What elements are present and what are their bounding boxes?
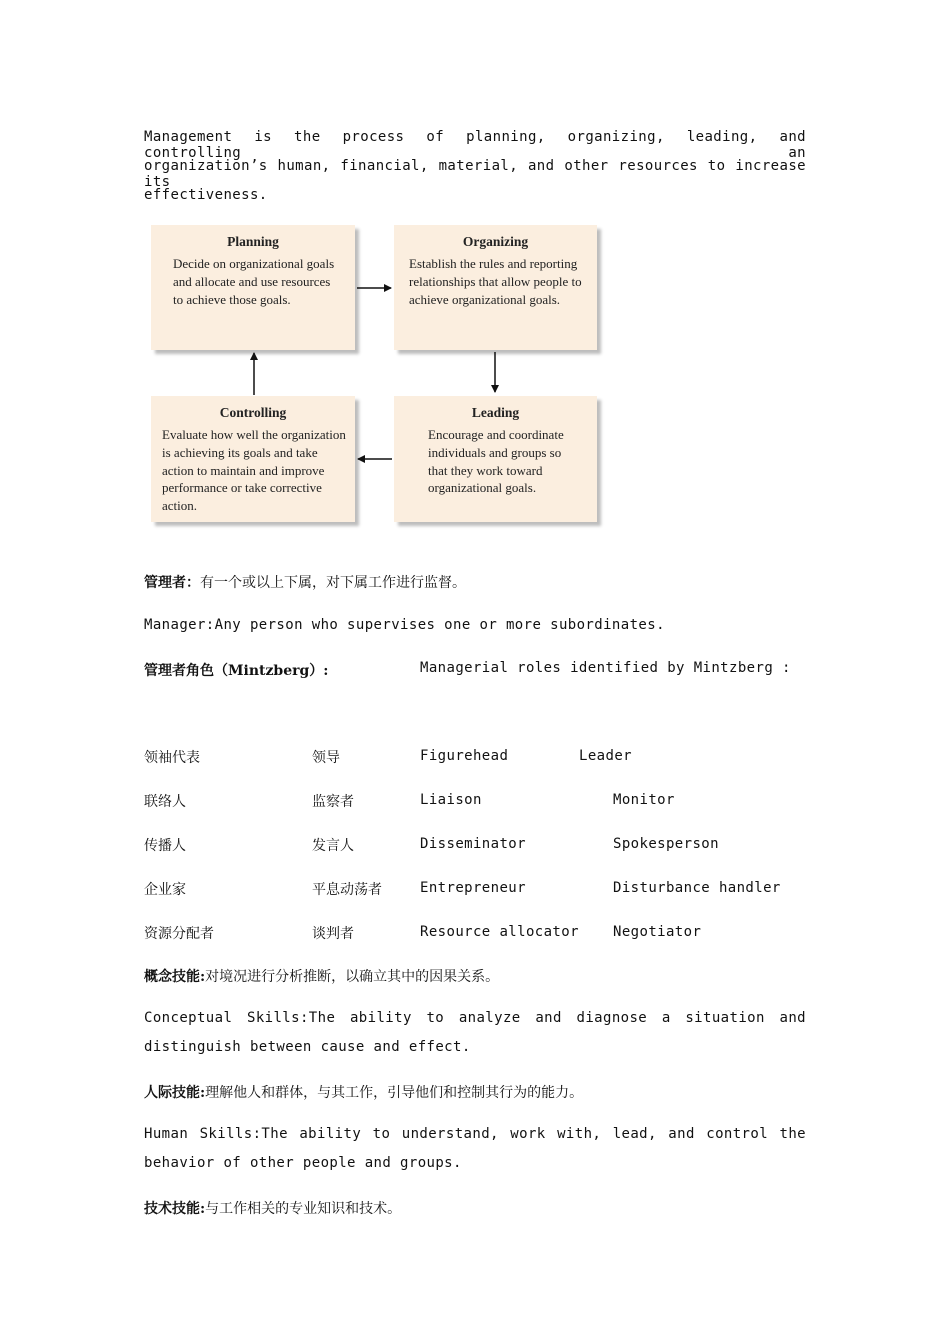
role-en-1: Figurehead bbox=[420, 748, 509, 764]
controlling-text: Evaluate how well the organization bbox=[162, 427, 346, 442]
controlling-title: Controlling bbox=[219, 405, 287, 420]
role-en-1: Resource allocator bbox=[420, 924, 579, 940]
leading-text: individuals and groups so bbox=[428, 444, 562, 460]
planning-text: and allocate and use resources bbox=[173, 273, 331, 289]
organizing-text: achieve organizational goals. bbox=[409, 291, 561, 307]
role-cn-1: 联络人 bbox=[144, 794, 186, 810]
technical-skills-cn bbox=[144, 1198, 401, 1218]
role-en-1: Disseminator bbox=[420, 836, 526, 852]
role-en-2: Leader bbox=[579, 748, 632, 764]
manager-def: 有一个或以上下属，对下属工作进行监督。 bbox=[200, 575, 466, 591]
role-en-2: Negotiator bbox=[613, 924, 702, 940]
role-en-2: Disturbance handler bbox=[613, 880, 781, 896]
intro-line-2: organization’s human, financial, material, and other resources to increase its bbox=[144, 158, 806, 190]
role-cn-2: 谈判者 bbox=[312, 926, 354, 942]
controlling-text: performance or take corrective bbox=[162, 480, 322, 496]
role-cn-2: 监察者 bbox=[312, 794, 354, 810]
human-skills-cn bbox=[144, 1082, 583, 1102]
controlling-text: action to maintain and improve bbox=[162, 462, 325, 478]
manager-definition-cn bbox=[144, 572, 466, 592]
role-en-1: Entrepreneur bbox=[420, 880, 526, 896]
planning-text: to achieve those goals. bbox=[173, 291, 291, 307]
diagram-arrows bbox=[0, 0, 950, 560]
technical-term: 技术技能: bbox=[144, 1201, 206, 1217]
human-term: 人际技能: bbox=[144, 1085, 206, 1101]
role-cn-1: 资源分配者 bbox=[144, 926, 214, 942]
manager-term: 管理者： bbox=[144, 575, 200, 591]
organizing-text: relationships that allow people to bbox=[409, 273, 582, 289]
conceptual-def: 对境况进行分析推断，以确立其中的因果关系。 bbox=[205, 969, 500, 985]
controlling-text: is achieving its goals and take bbox=[162, 444, 318, 460]
planning-text: Decide on organizational goals bbox=[173, 256, 335, 271]
role-cn-2: 平息动荡者 bbox=[312, 882, 382, 898]
conceptual-term: 概念技能: bbox=[144, 969, 206, 985]
conceptual-skills-en-line-1: Conceptual Skills:The ability to analyze and diagnose a situation and bbox=[144, 1010, 806, 1026]
planning-title: Planning bbox=[227, 234, 279, 249]
role-cn-2: 领导 bbox=[312, 750, 340, 766]
human-def: 理解他人和群体，与其工作，引导他们和控制其行为的能力。 bbox=[205, 1085, 584, 1101]
role-cn-1: 企业家 bbox=[144, 882, 186, 898]
leading-text: organizational goals. bbox=[428, 480, 537, 496]
intro-line-1: Management is the process of planning, organizing, leading, and controlling an bbox=[144, 129, 806, 161]
role-en-1: Liaison bbox=[420, 792, 482, 808]
leading-text: Encourage and coordinate bbox=[428, 427, 564, 442]
technical-def: 与工作相关的专业知识和技术。 bbox=[205, 1201, 402, 1217]
roles-heading-cn: 管理者角色（Mintzberg）: bbox=[144, 663, 329, 679]
role-cn-2: 发言人 bbox=[312, 838, 354, 854]
role-cn-1: 传播人 bbox=[144, 838, 186, 854]
human-skills-en-line-2: behavior of other people and groups. bbox=[144, 1155, 462, 1171]
role-en-2: Monitor bbox=[613, 792, 675, 808]
human-skills-en-line-1: Human Skills:The ability to understand, work with, lead, and control the bbox=[144, 1126, 806, 1142]
organizing-text: Establish the rules and reporting bbox=[409, 256, 578, 271]
roles-heading-en: Managerial roles identified by Mintzberg : bbox=[420, 660, 791, 676]
controlling-text: action. bbox=[162, 498, 198, 514]
conceptual-skills-en-line-2: distinguish between cause and effect. bbox=[144, 1039, 471, 1055]
manager-definition-en: Manager:Any person who supervises one or more subordinates. bbox=[144, 617, 665, 633]
role-cn-1: 领袖代表 bbox=[144, 750, 200, 766]
leading-text: that they work toward bbox=[428, 462, 543, 478]
leading-title: Leading bbox=[471, 405, 520, 420]
intro-line-3: effectiveness. bbox=[144, 187, 268, 203]
role-en-2: Spokesperson bbox=[613, 836, 719, 852]
organizing-title: Organizing bbox=[462, 234, 529, 249]
conceptual-skills-cn bbox=[144, 966, 499, 986]
